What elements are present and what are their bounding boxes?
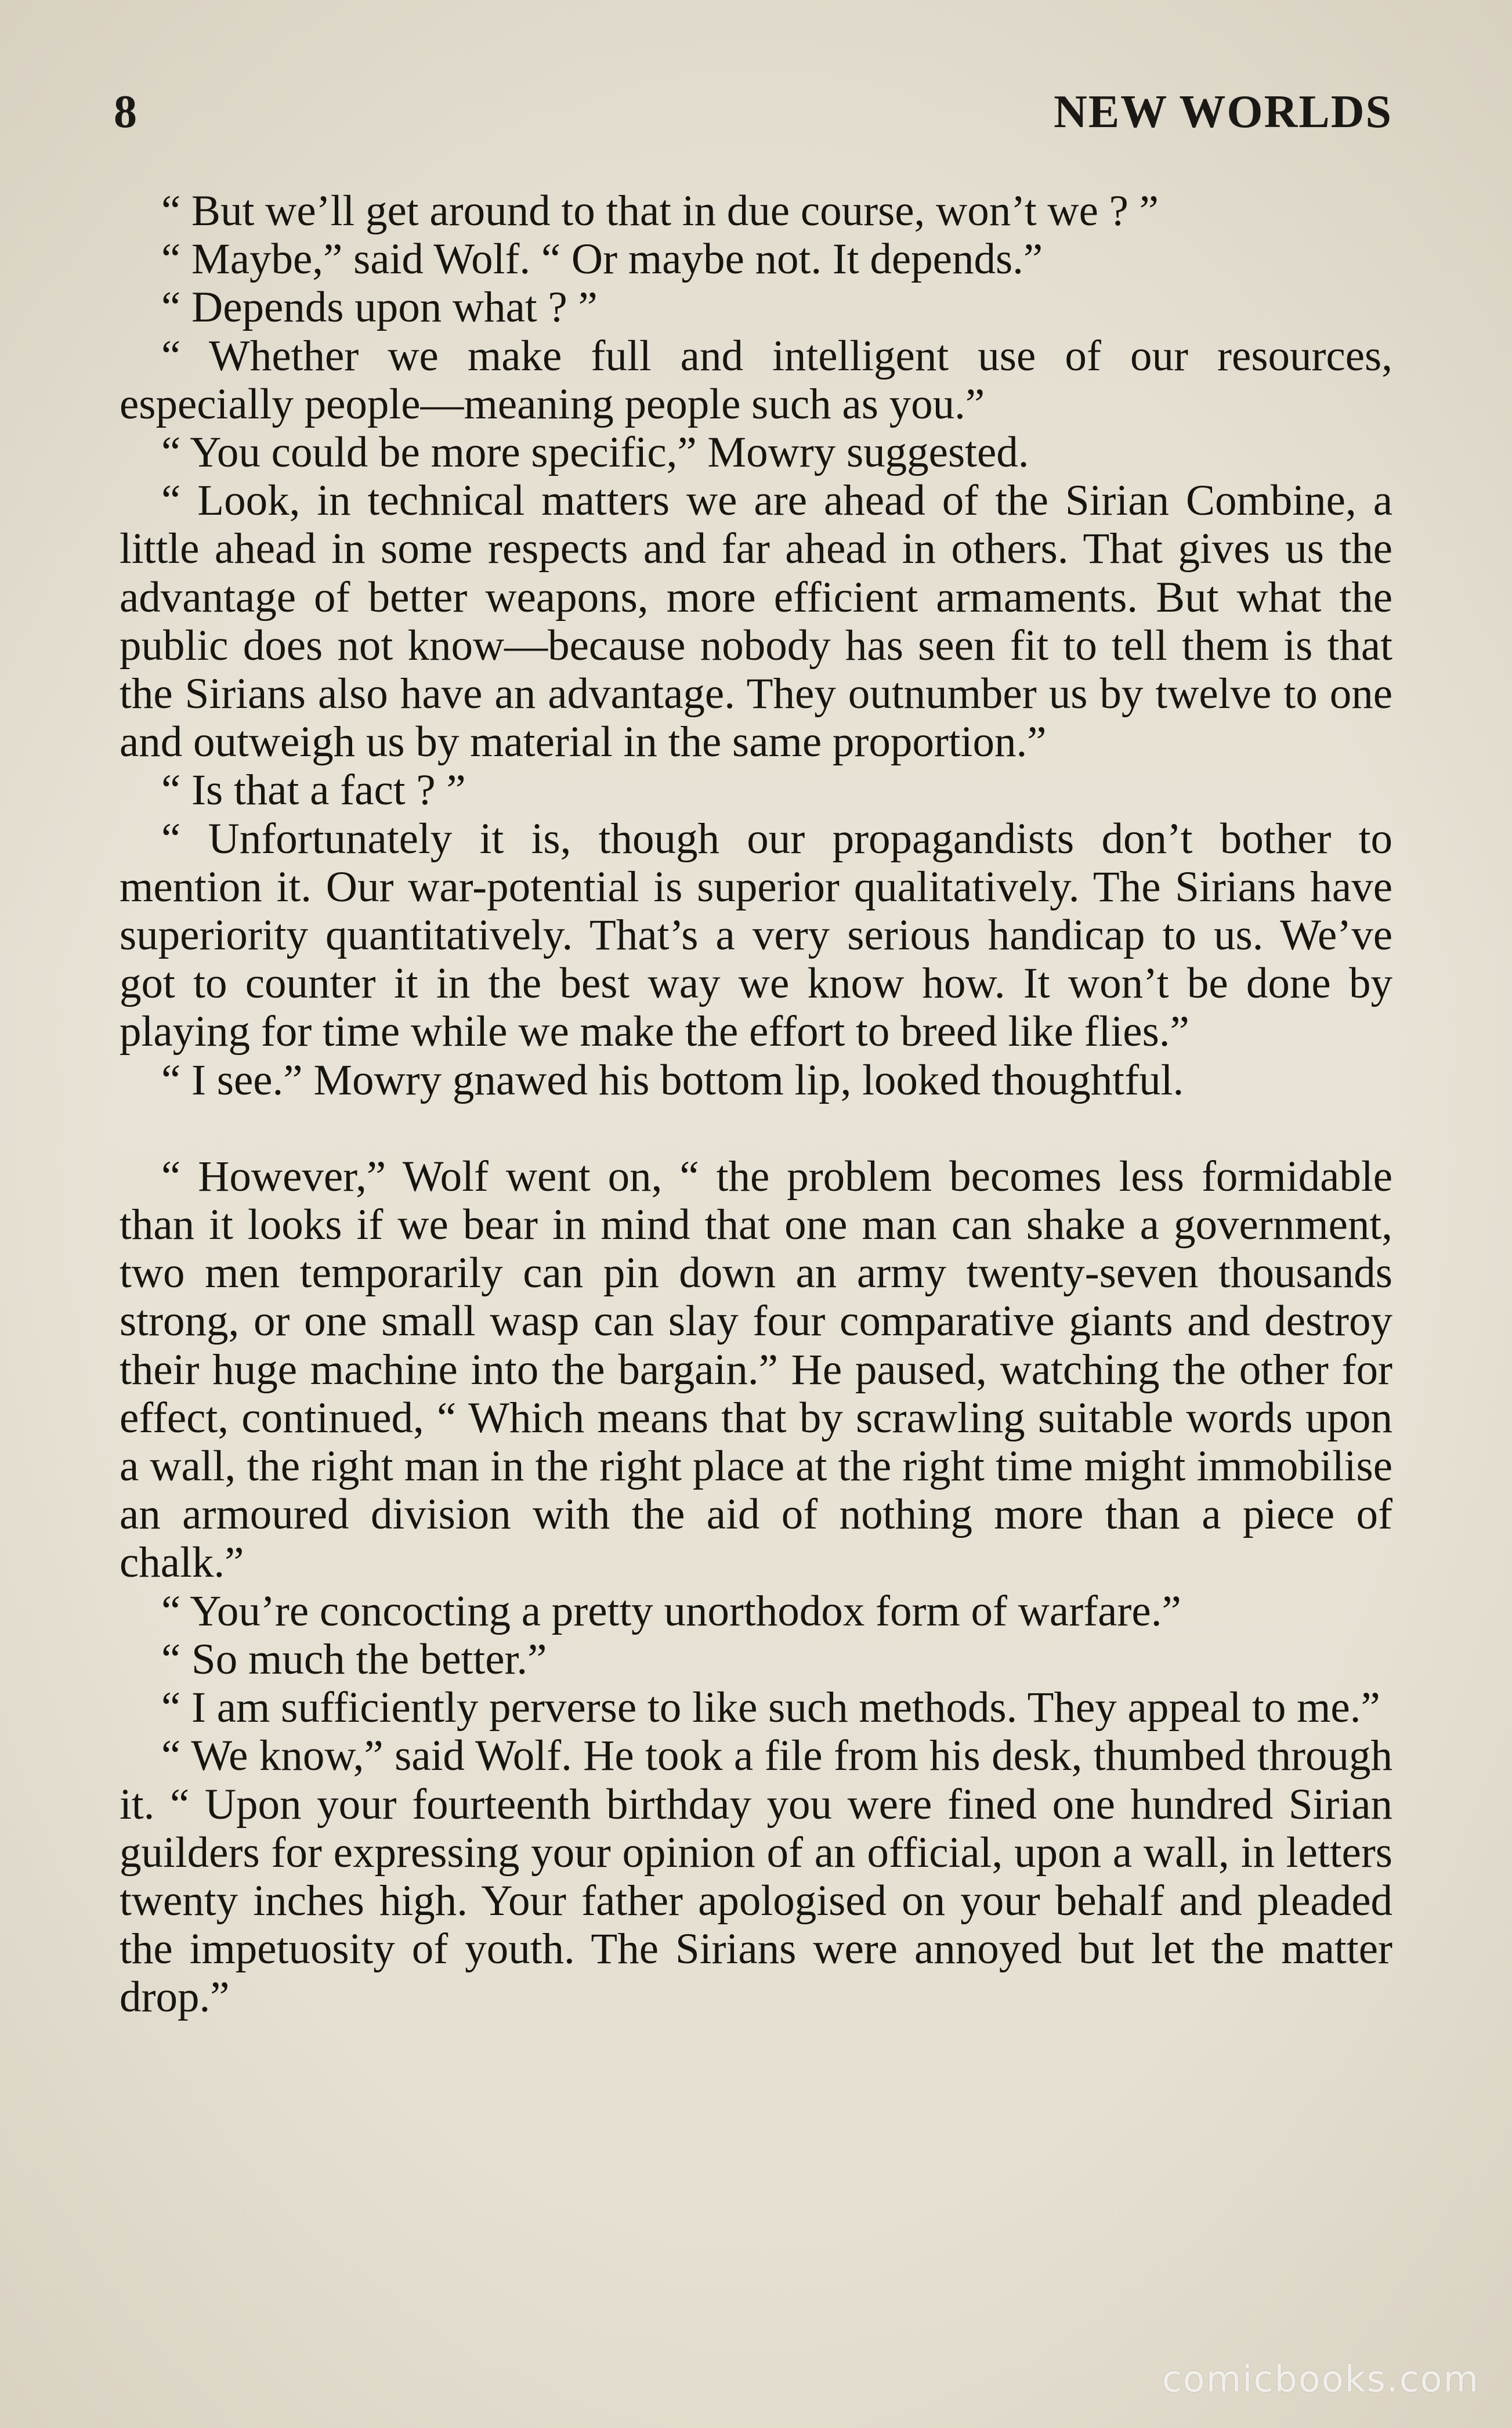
paragraph: “ You could be more specific,” Mowry suggested. [161, 428, 1029, 477]
paragraph: “ You’re concocting a pretty unorthodox form of warfare.” [161, 1587, 1181, 1635]
story-text [120, 187, 1392, 2022]
paragraph: “ I see.” Mowry gnawed his bottom lip, looked thoughtful. [161, 1056, 1184, 1104]
paragraph: “ We know,” said Wolf. He took a file from his desk, thumbed through it. “ Upon your fourteenth birthday you were fined one hundred Sirian guilders for expressing your opinion of an official, upon a wall, in letters twenty inches high. Your father apologised on your behalf and pleaded the impetuosity of youth. The Sirians were annoyed but let the matter drop.” [120, 1732, 1392, 2022]
paragraph: “ I am sufficiently perverse to like such methods. They appeal to me.” [161, 1683, 1380, 1732]
paragraph: “ Is that a fact ? ” [161, 766, 466, 815]
magazine-title: NEW WORLDS [1054, 86, 1392, 138]
watermark: comicbooks.com [1162, 2358, 1480, 2400]
running-head [114, 86, 1392, 150]
paragraph: “ Depends upon what ? ” [161, 283, 598, 332]
paragraph: “ Look, in technical matters we are ahead of the Sirian Combine, a little ahead in some respects and far ahead in others. That gives us the advantage of better weapons, more efficient armaments. But what the public does not know—because nobody has seen fit to tell them is that the Sirians also have an advantage. They outnumber us by twelve to one and outweigh us by material in the same proportion.” [120, 476, 1392, 767]
paragraph: “ Unfortunately it is, though our propagandists don’t bother to mention it. Our war-potential is superior qualitatively. The Sirians have superiority quantitatively. That’s a very serious handicap to us. We’ve got to counter it in the best way we know how. It won’t be done by playing for time while we make the effort to breed like flies.” [120, 814, 1392, 1056]
page-number: 8 [114, 86, 138, 138]
paragraph: “ Whether we make full and intelligent use of our resources, especially people—meaning people such as you.” [120, 331, 1392, 428]
paragraph: “ But we’ll get around to that in due course, won’t we ? ” [161, 187, 1159, 235]
paragraph: “ So much the better.” [161, 1635, 547, 1683]
paragraph: “ However,” Wolf went on, “ the problem becomes less formidable than it looks if we bear in mind that one man can shake a government, two men temporarily can pin down an army twenty-seven thousands strong, or one small wasp can slay four comparative giants and destroy their huge machine into the bargain.” He paused, watching the other for effect, continued, “ Which means that by scrawling suitable words upon a wall, the right man in the right place at the right time might immobilise an armoured division with the aid of nothing more than a piece of chalk.” [120, 1152, 1392, 1587]
paragraph: “ Maybe,” said Wolf. “ Or maybe not. It depends.” [161, 235, 1043, 284]
